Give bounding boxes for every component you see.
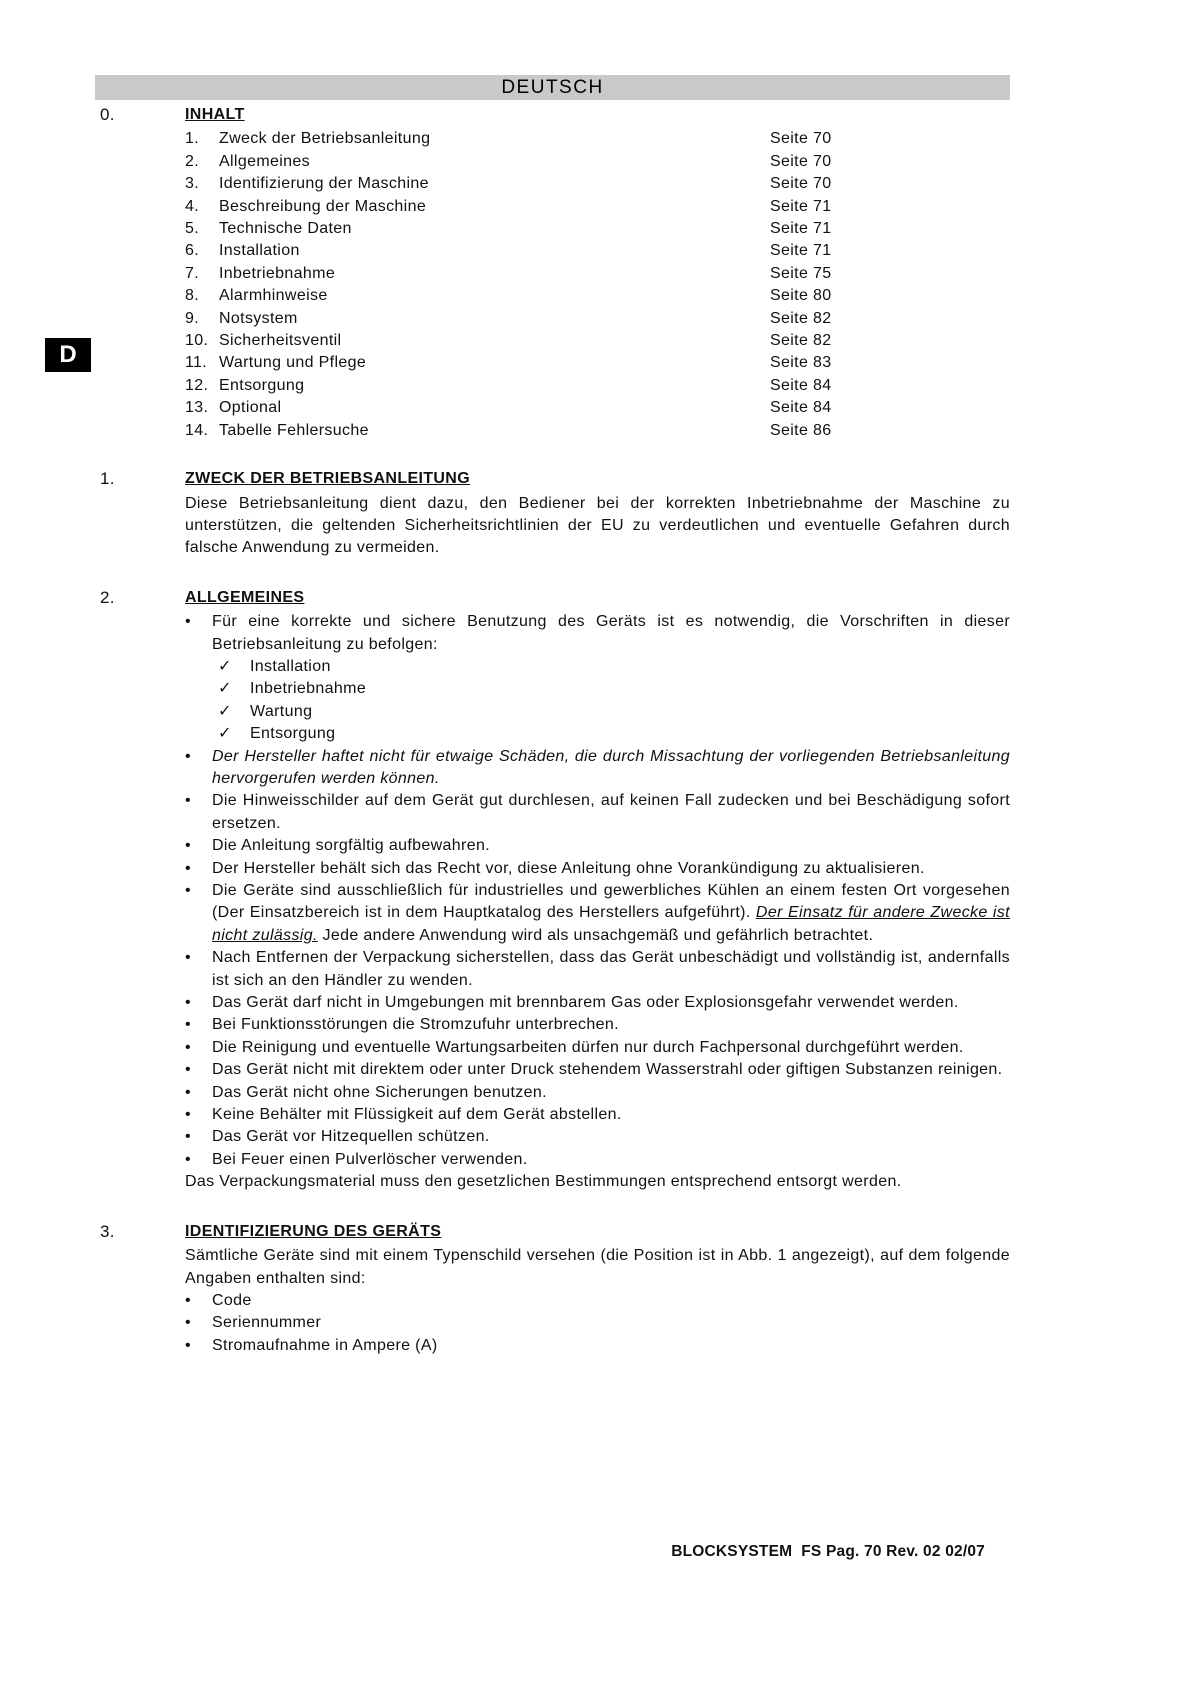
bullet-text: Für eine korrekte und sichere Benutzung des Geräts ist es notwendig, die Vorschriften in dieser Betriebsanleitung zu befolgen: [212,613,1010,653]
toc-item-page: Seite 71 [770,220,832,238]
toc-row [185,128,1010,150]
check-item [218,656,1010,678]
section-number: 2. [100,587,115,607]
bullet-item [185,1290,1010,1312]
bullet-item [185,1126,1010,1148]
check-icon: ✓ [218,680,232,698]
bullet-text: Nach Entfernen der Verpackung sicherstellen, dass das Gerät unbeschädigt und vollständig ist, andernfalls ist sich an den Händler zu wenden. [212,949,1010,989]
toc-item-page: Seite 86 [770,421,832,439]
toc-item-page: Seite 83 [770,354,832,372]
body-paragraph: Diese Betriebsanleitung dient dazu, den Bediener bei der korrekten Inbetriebnahme der Maschine zu unterstützen, die geltenden Sicherheitsrichtlinien der EU zu verdeutlichen und eventuelle Gefahren durch falsche Anwendung zu vermeiden. [185,494,1010,557]
toc-item-page: Seite 84 [770,399,832,417]
bullet-item [185,1104,1010,1126]
toc-row [185,308,1010,330]
bullet-item [185,790,1010,835]
check-label: Entsorgung [250,725,336,743]
toc-row [185,218,1010,240]
toc-item-label: Notsystem [219,309,298,327]
bullet-item [185,880,1010,947]
toc-item-page: Seite 70 [770,175,832,193]
toc-item-page: Seite 84 [770,376,832,394]
check-icon: ✓ [218,657,232,675]
bullet-text: Code [212,1291,252,1309]
section-title: INHALT [185,106,245,123]
bullet-text: Die Anleitung sorgfältig aufbewahren. [212,837,491,855]
bullet-marker: • [185,613,191,631]
toc-item-label: Inbetriebnahme [219,264,336,282]
check-item [218,701,1010,723]
page-footer: BLOCKSYSTEM FS Pag. 70 Rev. 02 02/07 [671,1543,985,1560]
section-allgemeines [100,587,1010,1194]
toc-row [185,330,1010,352]
bullet-text: Keine Behälter mit Flüssigkeit auf dem Gerät abstellen. [212,1106,622,1124]
toc-item-number: 4. [185,197,200,215]
bullet-marker: • [185,1083,191,1101]
bullet-item [185,1014,1010,1036]
toc-item-label: Technische Daten [219,220,352,238]
bullet-item [185,611,1010,656]
body-paragraph: Das Verpackungsmaterial muss den gesetzlichen Bestimmungen entsprechend entsorgt werden. [185,1173,902,1191]
toc-item-number: 14. [185,421,209,439]
check-icon: ✓ [218,725,232,743]
bullet-item [185,947,1010,992]
bullet-marker: • [185,1038,191,1056]
bullet-text: Das Gerät darf nicht in Umgebungen mit brennbarem Gas oder Explosionsgefahr verwendet werden. [212,994,959,1012]
page-content [100,104,1010,1384]
toc-row [185,285,1010,307]
bullet-marker: • [185,949,191,967]
bullet-item [185,1037,1010,1059]
toc-item-number: 10. [185,332,209,350]
bullet-marker: • [185,882,191,899]
bullet-item [185,1149,1010,1171]
bullet-marker: • [185,747,191,765]
check-label: Inbetriebnahme [250,680,367,698]
check-item [218,678,1010,700]
side-tab: D [45,338,91,372]
bullet-marker: • [185,1128,191,1146]
bullet-marker: • [185,792,191,810]
body-paragraph: Sämtliche Geräte sind mit einem Typenschild versehen (die Position ist in Abb. 1 angezeigt), auf dem folgende Angaben enthalten sind: [185,1247,1010,1287]
toc-item-label: Alarmhinweise [219,287,328,305]
section-number: 1. [100,469,115,489]
bullet-text: Der Hersteller haftet nicht für etwaige Schäden, die durch Missachtung der vorliegenden Betriebsanleitung hervorgerufen werden können. [212,747,1010,787]
toc-section [100,104,1010,442]
toc-row [185,173,1010,195]
toc-item-label: Tabelle Fehlersuche [219,421,369,439]
toc-item-label: Sicherheitsventil [219,332,342,350]
toc-item-label: Allgemeines [219,152,311,170]
bullet-marker: • [185,1150,191,1168]
section-identifizierung [100,1221,1010,1357]
toc-item-label: Beschreibung der Maschine [219,197,427,215]
toc-item-number: 1. [185,130,200,148]
bullet-marker: • [185,1336,191,1354]
bullet-marker: • [185,837,191,855]
bullet-marker: • [185,859,191,877]
language-header: DEUTSCH [95,75,1010,100]
section-number: 3. [100,1221,115,1241]
toc-row [185,240,1010,262]
toc-item-number: 13. [185,399,209,417]
toc-item-label: Wartung und Pflege [219,354,367,372]
toc-row [185,352,1010,374]
toc-item-label: Zweck der Betriebsanleitung [219,130,431,148]
toc-row [185,375,1010,397]
bullet-marker: • [185,1314,191,1332]
bullet-item [185,1059,1010,1081]
toc-item-number: 6. [185,242,200,260]
toc-item-page: Seite 71 [770,197,832,215]
bullet-marker: • [185,1291,191,1309]
toc-row [185,420,1010,442]
bullet-text: Bei Funktionsstörungen die Stromzufuhr unterbrechen. [212,1016,619,1034]
bullet-text [212,880,1010,947]
bullet-marker: • [185,1016,191,1034]
bullet-text-underlined: Der Einsatz für andere Zwecke ist nicht zulässig. [212,904,1010,944]
bullet-text: Die Hinweisschilder auf dem Gerät gut durchlesen, auf keinen Fall zudecken und bei Beschädigung sofort ersetzen. [212,792,1010,832]
toc-item-page: Seite 70 [770,130,832,148]
bullet-marker: • [185,1061,191,1079]
toc-item-number: 2. [185,152,200,170]
bullet-item [185,835,1010,857]
toc-item-page: Seite 82 [770,309,832,327]
check-item [218,723,1010,745]
toc-item-number: 7. [185,264,200,282]
bullet-marker: • [185,1106,191,1124]
bullet-item [185,858,1010,880]
toc-item-number: 12. [185,376,209,394]
bullet-text-normal: Jede andere Anwendung wird als unsachgemäß und gefährlich betrachtet. [322,926,874,944]
toc-row [185,196,1010,218]
bullet-text: Das Gerät vor Hitzequellen schützen. [212,1128,490,1146]
toc-item-number: 3. [185,175,200,193]
toc-row [185,263,1010,285]
bullet-text-normal: Die Geräte sind ausschließlich für industrielles und gewerbliches Kühlen an einem festen Ort vorgesehen (Der Einsatzbereich ist in dem Hauptkatalog des Herstellers aufgeführt). [212,882,1010,922]
toc-item-page: Seite 80 [770,287,832,305]
bullet-marker: • [185,994,191,1012]
section-title: IDENTIFIZIERUNG DES GERÄTS [185,1222,442,1240]
bullet-item [185,1312,1010,1334]
toc-item-page: Seite 75 [770,264,832,282]
bullet-text: Das Gerät nicht mit direktem oder unter Druck stehendem Wasserstrahl oder giftigen Substanzen reinigen. [212,1061,1003,1079]
bullet-text: Das Gerät nicht ohne Sicherungen benutzen. [212,1083,547,1101]
toc-item-label: Identifizierung der Maschine [219,175,429,193]
toc-item-page: Seite 71 [770,242,832,260]
section-title: ALLGEMEINES [185,588,305,606]
toc-item-label: Installation [219,242,300,260]
toc-row [185,151,1010,173]
bullet-text: Stromaufnahme in Ampere (A) [212,1336,438,1354]
bullet-text: Seriennummer [212,1314,322,1332]
bullet-text: Der Hersteller behält sich das Recht vor, diese Anleitung ohne Vorankündigung zu aktualisieren. [212,859,925,877]
toc-row [185,397,1010,419]
bullet-item [185,1082,1010,1104]
bullet-item [185,1335,1010,1357]
toc-item-label: Optional [219,399,282,417]
toc-item-number: 5. [185,220,200,238]
check-label: Wartung [250,702,313,720]
toc-item-label: Entsorgung [219,376,305,394]
section-title: ZWECK DER BETRIEBSANLEITUNG [185,470,471,488]
section-zweck [100,468,1010,560]
toc-item-number: 11. [185,354,208,372]
check-label: Installation [250,657,331,675]
bullet-item [185,992,1010,1014]
toc-item-number: 9. [185,309,200,327]
bullet-text: Bei Feuer einen Pulverlöscher verwenden. [212,1150,528,1168]
bullet-item [185,746,1010,791]
section-number: 0. [100,105,115,124]
check-icon: ✓ [218,702,232,720]
bullet-text: Die Reinigung und eventuelle Wartungsarbeiten dürfen nur durch Fachpersonal durchgeführt werden. [212,1038,964,1056]
toc-item-page: Seite 70 [770,152,832,170]
toc-item-number: 8. [185,287,200,305]
toc-item-page: Seite 82 [770,332,832,350]
